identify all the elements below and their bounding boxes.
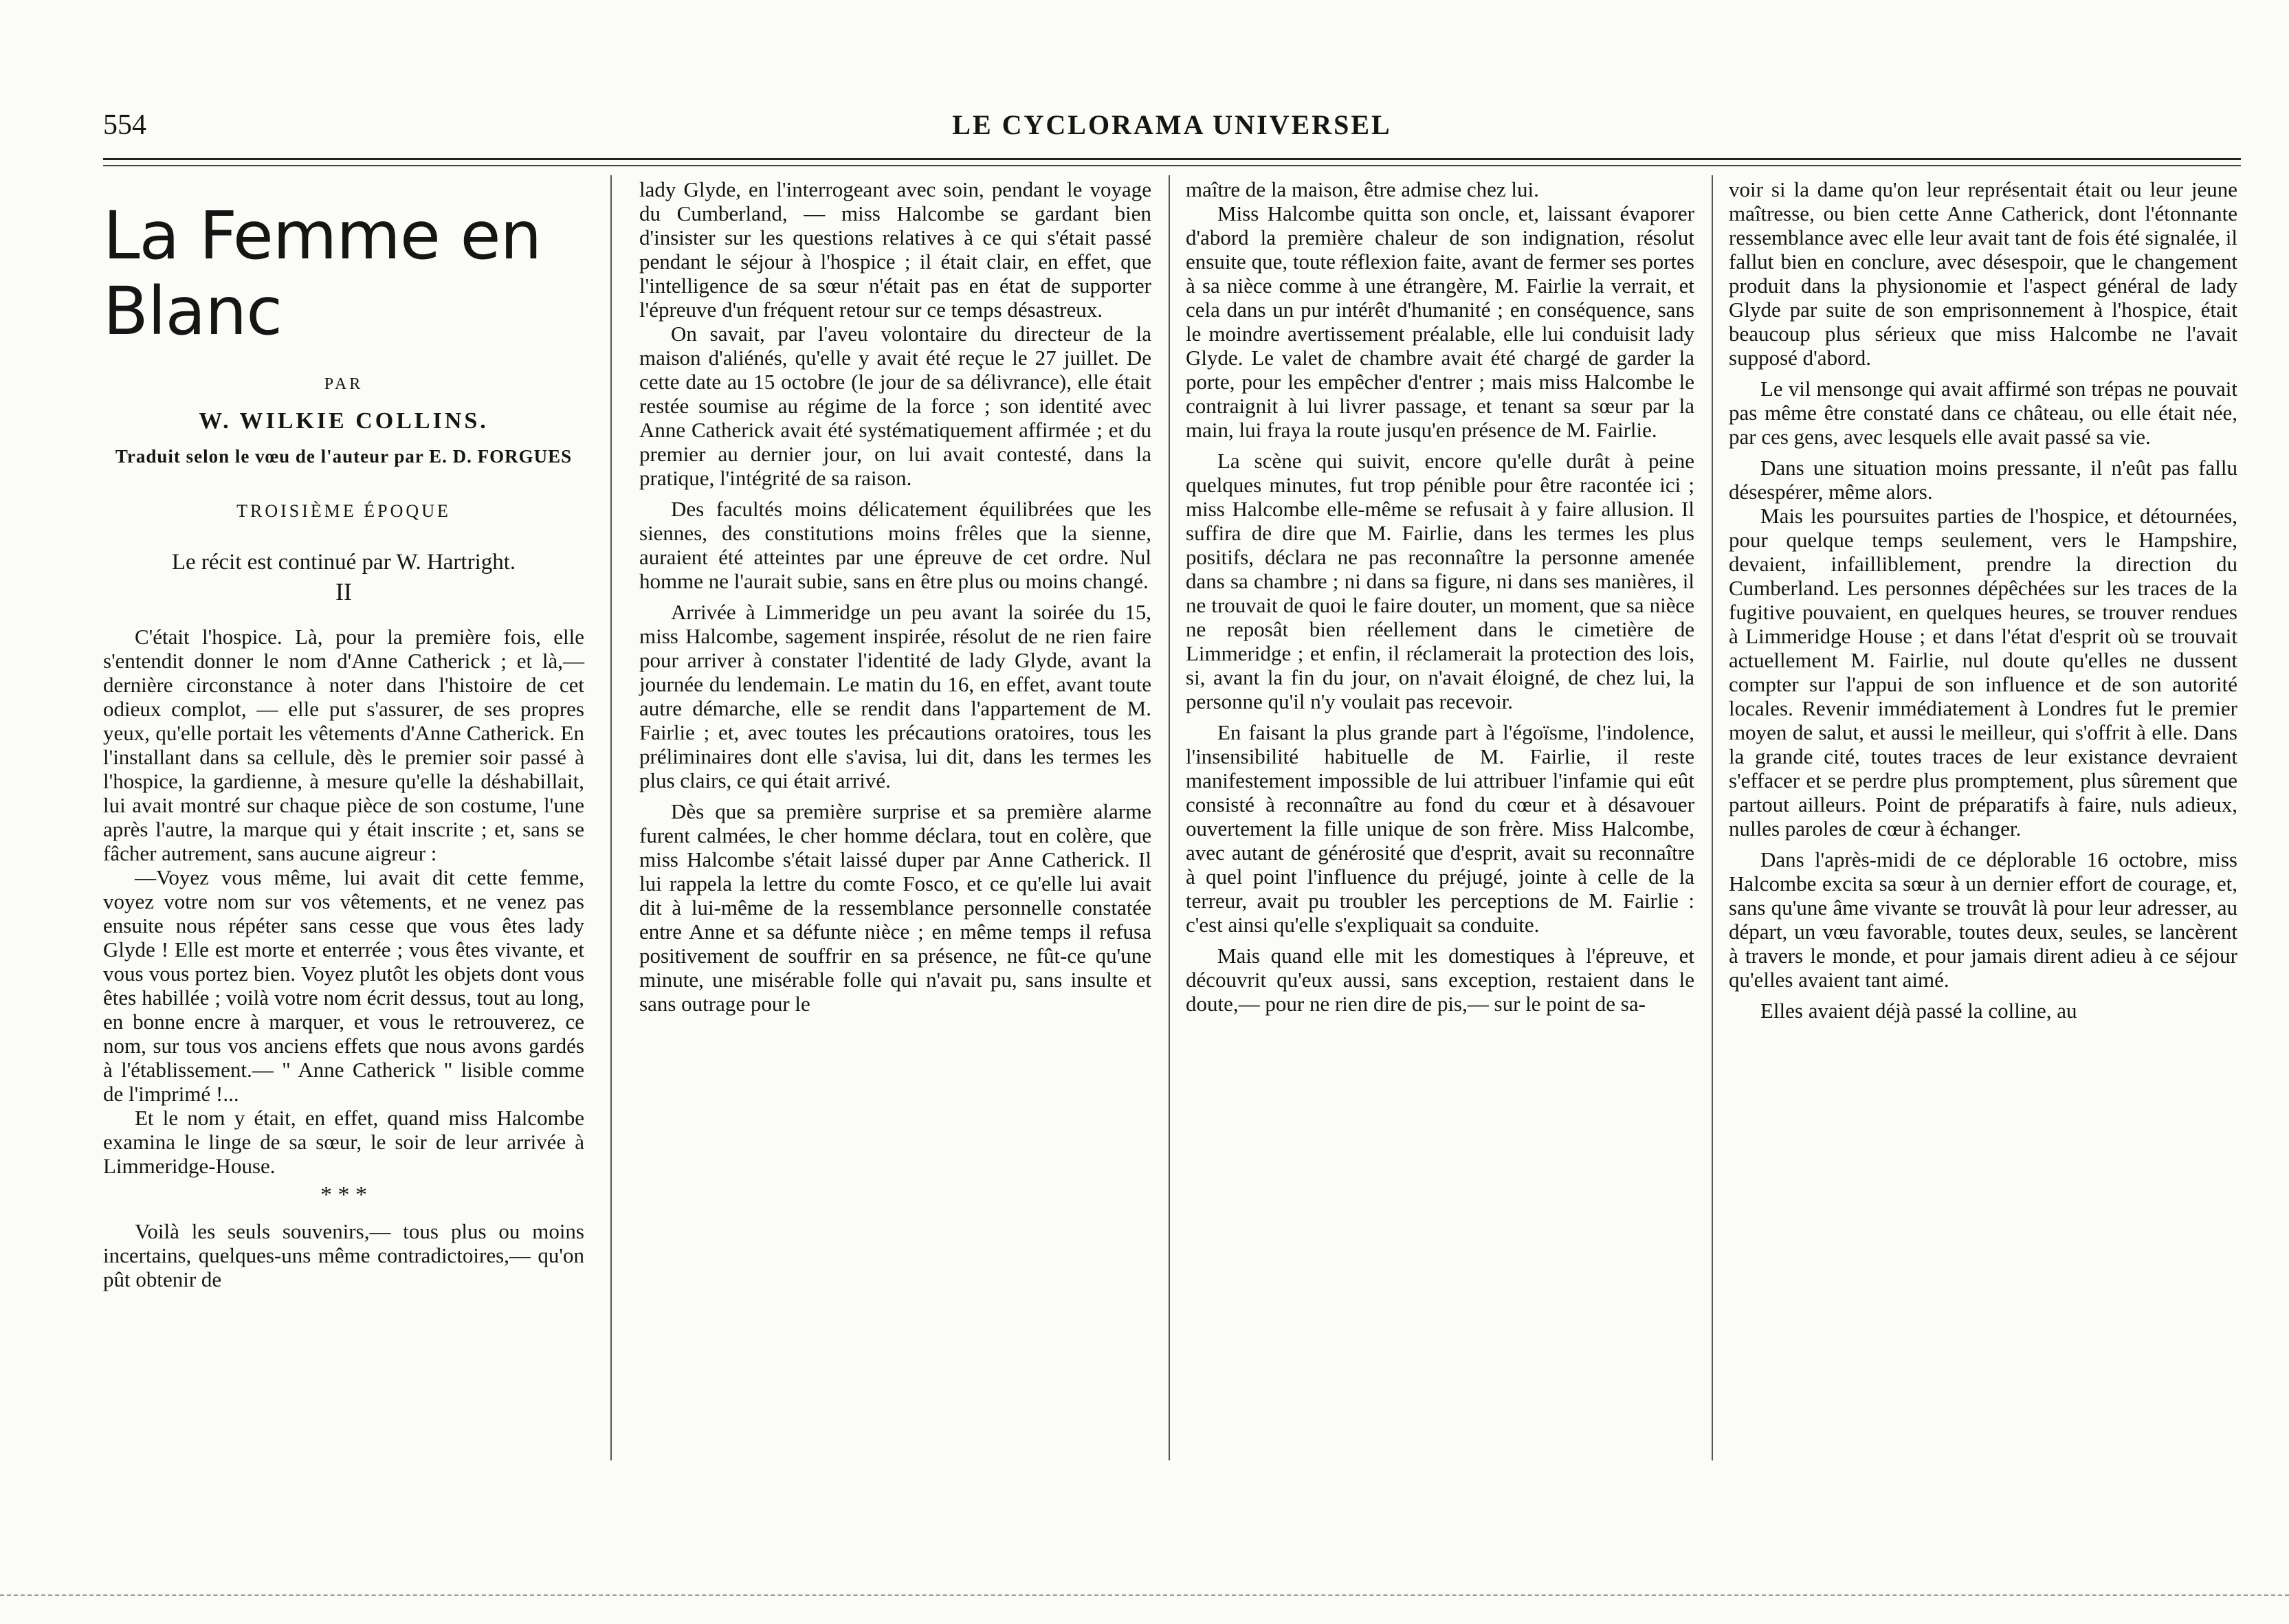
header-rule bbox=[103, 158, 2241, 160]
column-divider bbox=[1169, 175, 1170, 1460]
paragraph: La scène qui suivit, encore qu'elle durât à peine quelques minutes, fut trop pénible pour être racontée ici ; miss Halcombe elle-même se refusait à y faire allusion. Il suffira de dire que M. Fairlie, dans les termes les plus positifs, déclara ne pas reconnaître la personne amenée dans sa chambre ; ni dans sa figure, ni dans ses manières, il ne trouvait de quoi le faire douter, un moment, que sa nièce ne reposât bien réellement dans le cimetière de Limmeridge ; et enfin, il réclamerait la protection des lois, si, avant la fin du jour, on n'avait éloigné, de chez lui, la personne qu'il n'y voulait pas recevoir. bbox=[1186, 449, 1694, 713]
paragraph: lady Glyde, en l'interrogeant avec soin, pendant le voyage du Cumberland, — miss Halcombe se gardant bien d'insister sur les questions relatives à ce qui s'était passé pendant le séjour à l'hospice ; il était clair, en effet, que l'intelligence de sa sœur n'était pas en état de supporter l'épreuve d'un fréquent retour sur ce temps désastreux. bbox=[639, 177, 1151, 322]
column-4 bbox=[1729, 177, 2237, 1023]
chapter-number: II bbox=[335, 578, 352, 605]
running-head: LE CYCLORAMA UNIVERSEL bbox=[952, 109, 1392, 140]
paragraph: C'était l'hospice. Là, pour la première fois, elle s'entendit donner le nom d'Anne Catherick ; et là,— dernière circonstance à noter dans l'histoire de cet odieux complot, — elle put s'assurer, de ses propres yeux, qu'elle portait les vêtements d'Anne Catherick. En l'installant dans sa cellule, dès le premier soir passé à l'hospice, la gardienne, à mesure qu'elle la déshabillait, lui avait montré sur chaque pièce de son costume, l'une après l'autre, la marque qui y était inscrite ; et, sans se fâcher autrement, sans aucune aigreur : bbox=[103, 625, 584, 865]
paragraph: Voilà les seuls souvenirs,— tous plus ou moins incertains, quelques-uns même contradictoires,— qu'on pût obtenir de bbox=[103, 1219, 584, 1291]
paragraph: Mais les poursuites parties de l'hospice, et détournées, pour quelque temps seulement, vers le Hampshire, devaient, infailliblement, prendre la direction du Cumberland. Les personnes dépêchées sur les traces de la fugitive pouvaient, en quelques heures, se trouver rendues à Limmeridge House ; et dans l'état d'esprit où se trouvait actuellement M. Fairlie, nul doute qu'elles ne dussent compter sur l'appui de son influence et de son autorité locales. Revenir immédiatement à Londres fut le premier moyen de salut, et aussi le meilleur, qui s'offrit à elle. Dans la grande cité, toutes traces de leur existance devraient s'effacer et se perdre plus promptement, plus sûrement que partout ailleurs. Point de préparatifs à faire, nuls adieux, nulles paroles de cœur à échanger. bbox=[1729, 504, 2237, 841]
narrator-line: Le récit est continué par W. Hartright. bbox=[171, 550, 516, 575]
paragraph: Mais quand elle mit les domestiques à l'épreuve, et découvrit qu'eux aussi, sans exception, restaient dans le doute,— pour ne rien dire de pis,— sur le point de sa- bbox=[1186, 944, 1694, 1016]
paragraph: Arrivée à Limmeridge un peu avant la soirée du 15, miss Halcombe, sagement inspirée, résolut de ne rien faire pour arriver à constater l'identité de lady Glyde, avant la journée du lendemain. Le matin du 16, en effet, avant toute autre démarche, elle se rendit dans l'appartement de M. Fairlie ; et, avec toutes les précautions oratoires, tous les préliminaires dont elle s'avisa, lui dit, dans les termes les plus clairs, ce qui était arrivé. bbox=[639, 600, 1151, 792]
paragraph: —Voyez vous même, lui avait dit cette femme, voyez votre nom sur vos vêtements, et ne venez pas ensuite nous répéter sans cesse que vous êtes lady Glyde ! Elle est morte et enterrée ; vous êtes vivante, et vous vous portez bien. Voyez plutôt les objets dont vous êtes habillée ; voilà votre nom écrit dessus, tout au long, en bonne encre à marquer, et vous le retrouverez, ce nom, sur tous vos anciens effets que nous avons gardés à l'établissement.— " Anne Catherick " lisible comme de l'imprimé !... bbox=[103, 865, 584, 1106]
paragraph: Elles avaient déjà passé la colline, au bbox=[1760, 999, 2077, 1023]
section-break-stars: * * * bbox=[320, 1182, 367, 1208]
paragraph: Dans l'après-midi de ce déplorable 16 octobre, miss Halcombe excita sa sœur à un dernier effort de courage, et, sans qu'une âme vivante se trouvât là pour leur adresser, au départ, un vœu favorable, toutes deux, seules, se lancèrent à travers le monde, et pour jamais dirent adieu à ce séjour qu'elles avaient tant aimé. bbox=[1729, 847, 2237, 992]
header-rule-thin bbox=[103, 165, 2241, 166]
author-name: W. WILKIE COLLINS. bbox=[199, 408, 489, 434]
byline-par: PAR bbox=[324, 375, 364, 393]
column-divider bbox=[1712, 175, 1713, 1460]
column-divider bbox=[610, 175, 612, 1460]
page-bottom-edge bbox=[0, 1594, 2289, 1596]
column-2 bbox=[639, 177, 1151, 1016]
paragraph: Le vil mensonge qui avait affirmé son trépas ne pouvait pas même être constaté dans ce château, ou elle était née, par ces gens, avec lesquels elle avait passé sa vie. bbox=[1729, 377, 2237, 449]
paragraph: Et le nom y était, en effet, quand miss Halcombe examina le linge de sa sœur, le soir de leur arrivée à Limmeridge-House. bbox=[103, 1106, 584, 1178]
paragraph: En faisant la plus grande part à l'égoïsme, l'indolence, l'insensibilité habituelle de M. Fairlie, il reste manifestement impossible de lui attribuer l'infamie qui eût consisté à reconnaître au fond du cœur et à désavouer ouvertement la fille unique de son frère. Miss Halcombe, avec autant de générosité que d'esprit, avait su reconnaître à quel point l'influence du préjugé, jointe à celle de la terreur, avait pu troubler les perceptions de M. Fairlie : c'est ainsi qu'elle s'expliquait sa conduite. bbox=[1186, 720, 1694, 937]
paragraph: Dès que sa première surprise et sa première alarme furent calmées, le cher homme déclara, tout en colère, que miss Halcombe s'était laissé duper par Anne Catherick. Il lui rappela la lettre du comte Fosco, et ce qu'elle lui avait dit à lui-même de la ressemblance personnelle constatée entre Anne et sa défunte nièce ; en même temps il refusa positivement de souffrir en sa présence, ne fût-ce qu'une minute, une misérable folle qui n'avait pu, sans insulte et sans outrage pour le bbox=[639, 799, 1151, 1016]
page-number: 554 bbox=[103, 109, 146, 141]
paragraph: Dans une situation moins pressante, il n'eût pas fallu désespérer, même alors. bbox=[1729, 456, 2237, 504]
paragraph: On savait, par l'aveu volontaire du directeur de la maison d'aliénés, qu'elle y avait été reçue le 27 juillet. De cette date au 15 octobre (le jour de sa délivrance), elle était restée soumise au régime de la force ; son identité avec Anne Catherick avait été systématiquement affirmée ; et du premier au dernier jour, on lui avait contesté, dans la pratique, l'intégrité de sa raison. bbox=[639, 322, 1151, 490]
paragraph: maître de la maison, être admise chez lui. bbox=[1186, 177, 1539, 201]
paragraph: Des facultés moins délicatement équilibrées que les siennes, des constitutions moins frêles que la sienne, auraient été atteintes par une épreuve de cet ordre. Nul homme ne l'aurait subie, sans en être plus ou moins changé. bbox=[639, 497, 1151, 593]
article-title: La Femme en Blanc bbox=[103, 197, 542, 350]
column-1 bbox=[103, 177, 584, 1291]
page-header bbox=[103, 109, 2241, 157]
paragraph: Miss Halcombe quitta son oncle, et, laissant évaporer d'abord la première chaleur de son indignation, résolut ensuite que, toute réflexion faite, avant de fermer ses portes à sa nièce comme à une étrangère, M. Fairlie la verrait, et cela dans un pur intérêt d'humanité ; en conséquence, sans le moindre avertissement préalable, elle lui conduisit lady Glyde. Le valet de chambre avait été chargé de garder la porte, pour les empêcher d'entrer ; mais miss Halcombe le contraignit à lui livrer passage, et tenant sa sœur par la main, lui fraya la route jusqu'en présence de M. Fairlie. bbox=[1186, 201, 1694, 442]
epoch-heading: TROISIÈME ÉPOQUE bbox=[236, 501, 451, 521]
column-3 bbox=[1186, 177, 1694, 1016]
translation-credit: Traduit selon le vœu de l'auteur par E. D. FORGUES bbox=[115, 446, 573, 467]
paragraph: voir si la dame qu'on leur représentait était ou leur jeune maîtresse, ou bien cette Anne Catherick, dont l'étonnante ressemblance avec elle leur avait tant de fois été signalée, il fallut bien en conclure, avec désespoir, que le changement produit dans la physionomie et l'aspect général de lady Glyde par suite de son emprisonnement à l'hospice, était beaucoup plus sérieux que miss Halcombe ne l'avait supposé d'abord. bbox=[1729, 177, 2237, 370]
